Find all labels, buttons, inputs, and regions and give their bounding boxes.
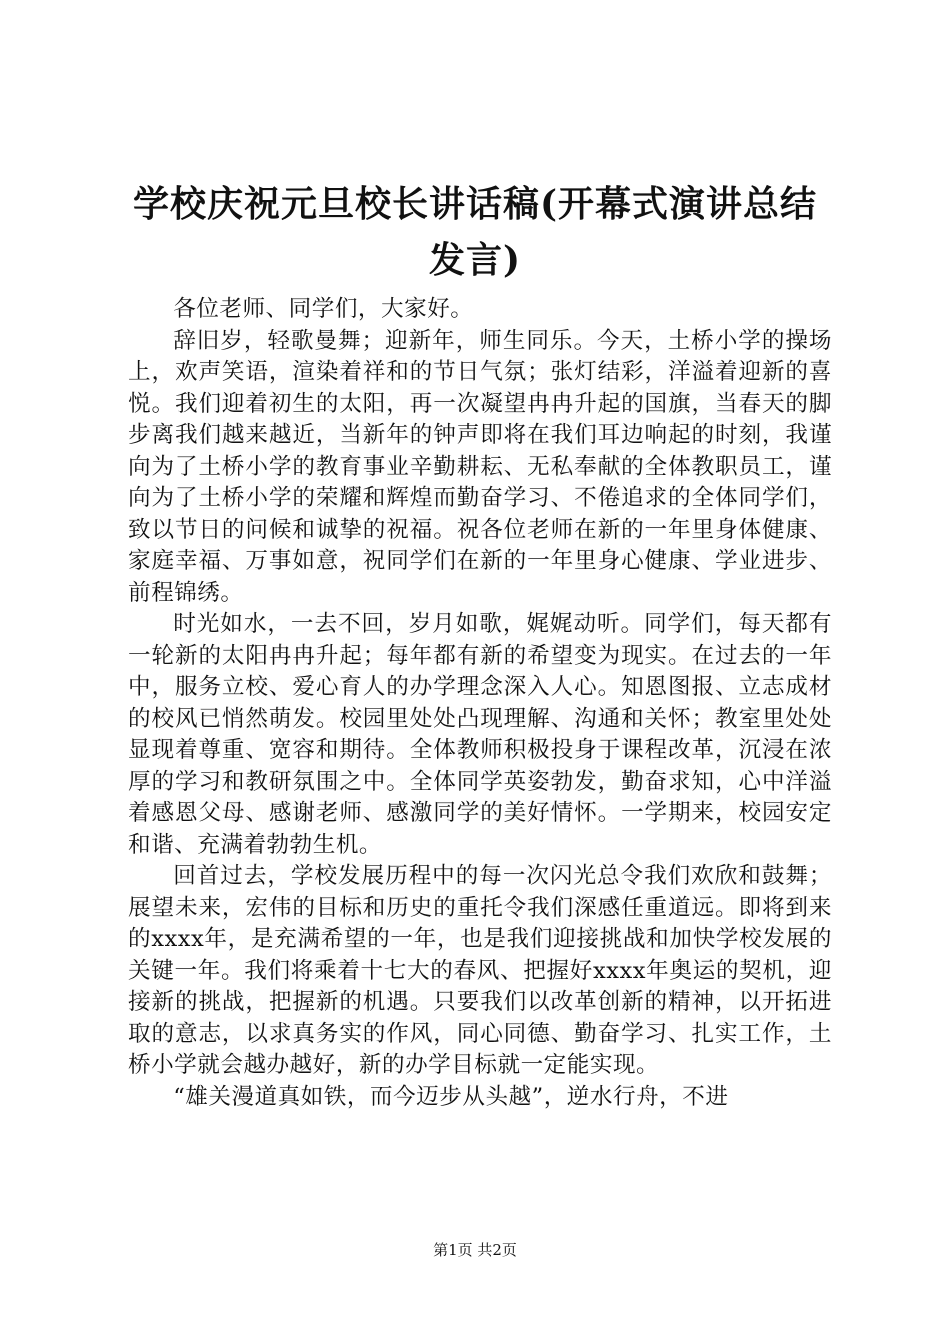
paragraph-year-review: 时光如水，一去不回，岁月如歌，娓娓动听。同学们，每天都有一轮新的太阳冉冉升起；每年都有新的希望变为现实。在过去的一年中，服务立校、爱心育人的办学理念深入人心。知恩图报、立志成材的校风已悄然萌发。校园里处处凸现理解、沟通和关怀；教室里处处显现着尊重、宽容和期待。全体教师积极投身于课程改革，沉浸在浓厚的学习和教研氛围之中。全体同学英姿勃发，勤奋求知，心中洋溢着感恩父母、感谢老师、感激同学的美好情怀。一学期来，校园安定和谐、充满着勃勃生机。 bbox=[128, 611, 832, 858]
paragraph-closing-quote: “雄关漫道真如铁，而今迈步从头越”，逆水行舟，不进 bbox=[173, 1083, 729, 1110]
paragraph-future-outlook: 回首过去，学校发展历程中的每一次闪光总令我们欢欣和鼓舞；展望未来，宏伟的目标和历史的重托令我们深感任重道远。即将到来的xxxx年，是充满希望的一年，也是我们迎接挑战和加快学校发展的关键一年。我们将乘着十七大的春风、把握好xxxx年奥运的契机，迎接新的挑战，把握新的机遇。只要我们以改革创新的精神，以开拓进取的意志，以求真务实的作风，同心同德、勤奋学习、扎实工作，土桥小学就会越办越好，新的办学目标就一定能实现。 bbox=[128, 863, 832, 1078]
paragraph-greeting: 各位老师、同学们，大家好。 bbox=[173, 296, 474, 322]
document-body bbox=[128, 294, 832, 1174]
paragraph-new-year-wishes: 辞旧岁，轻歌曼舞；迎新年，师生同乐。今天，土桥小学的操场上，欢声笑语，渲染着祥和的节日气氛；张灯结彩，洋溢着迎新的喜悦。我们迎着初生的太阳，再一次凝望冉冉升起的国旗，当春天的脚步离我们越来越近，当新年的钟声即将在我们耳边响起的时刻，我谨向为了土桥小学的教育事业辛勤耕耘、无私奉献的全体教职员工，谨向为了土桥小学的荣耀和辉煌而勤奋学习、不倦追求的全体同学们，致以节日的问候和诚挚的祝福。祝各位老师在新的一年里身体健康、家庭幸福、万事如意，祝同学们在新的一年里身心健康、学业进步、前程锦绣。 bbox=[128, 327, 832, 606]
page-number-indicator: 第1页 共2页 bbox=[433, 1241, 517, 1259]
document-title: 学校庆祝元旦校长讲话稿(开幕式演讲总结发言) bbox=[132, 183, 818, 281]
